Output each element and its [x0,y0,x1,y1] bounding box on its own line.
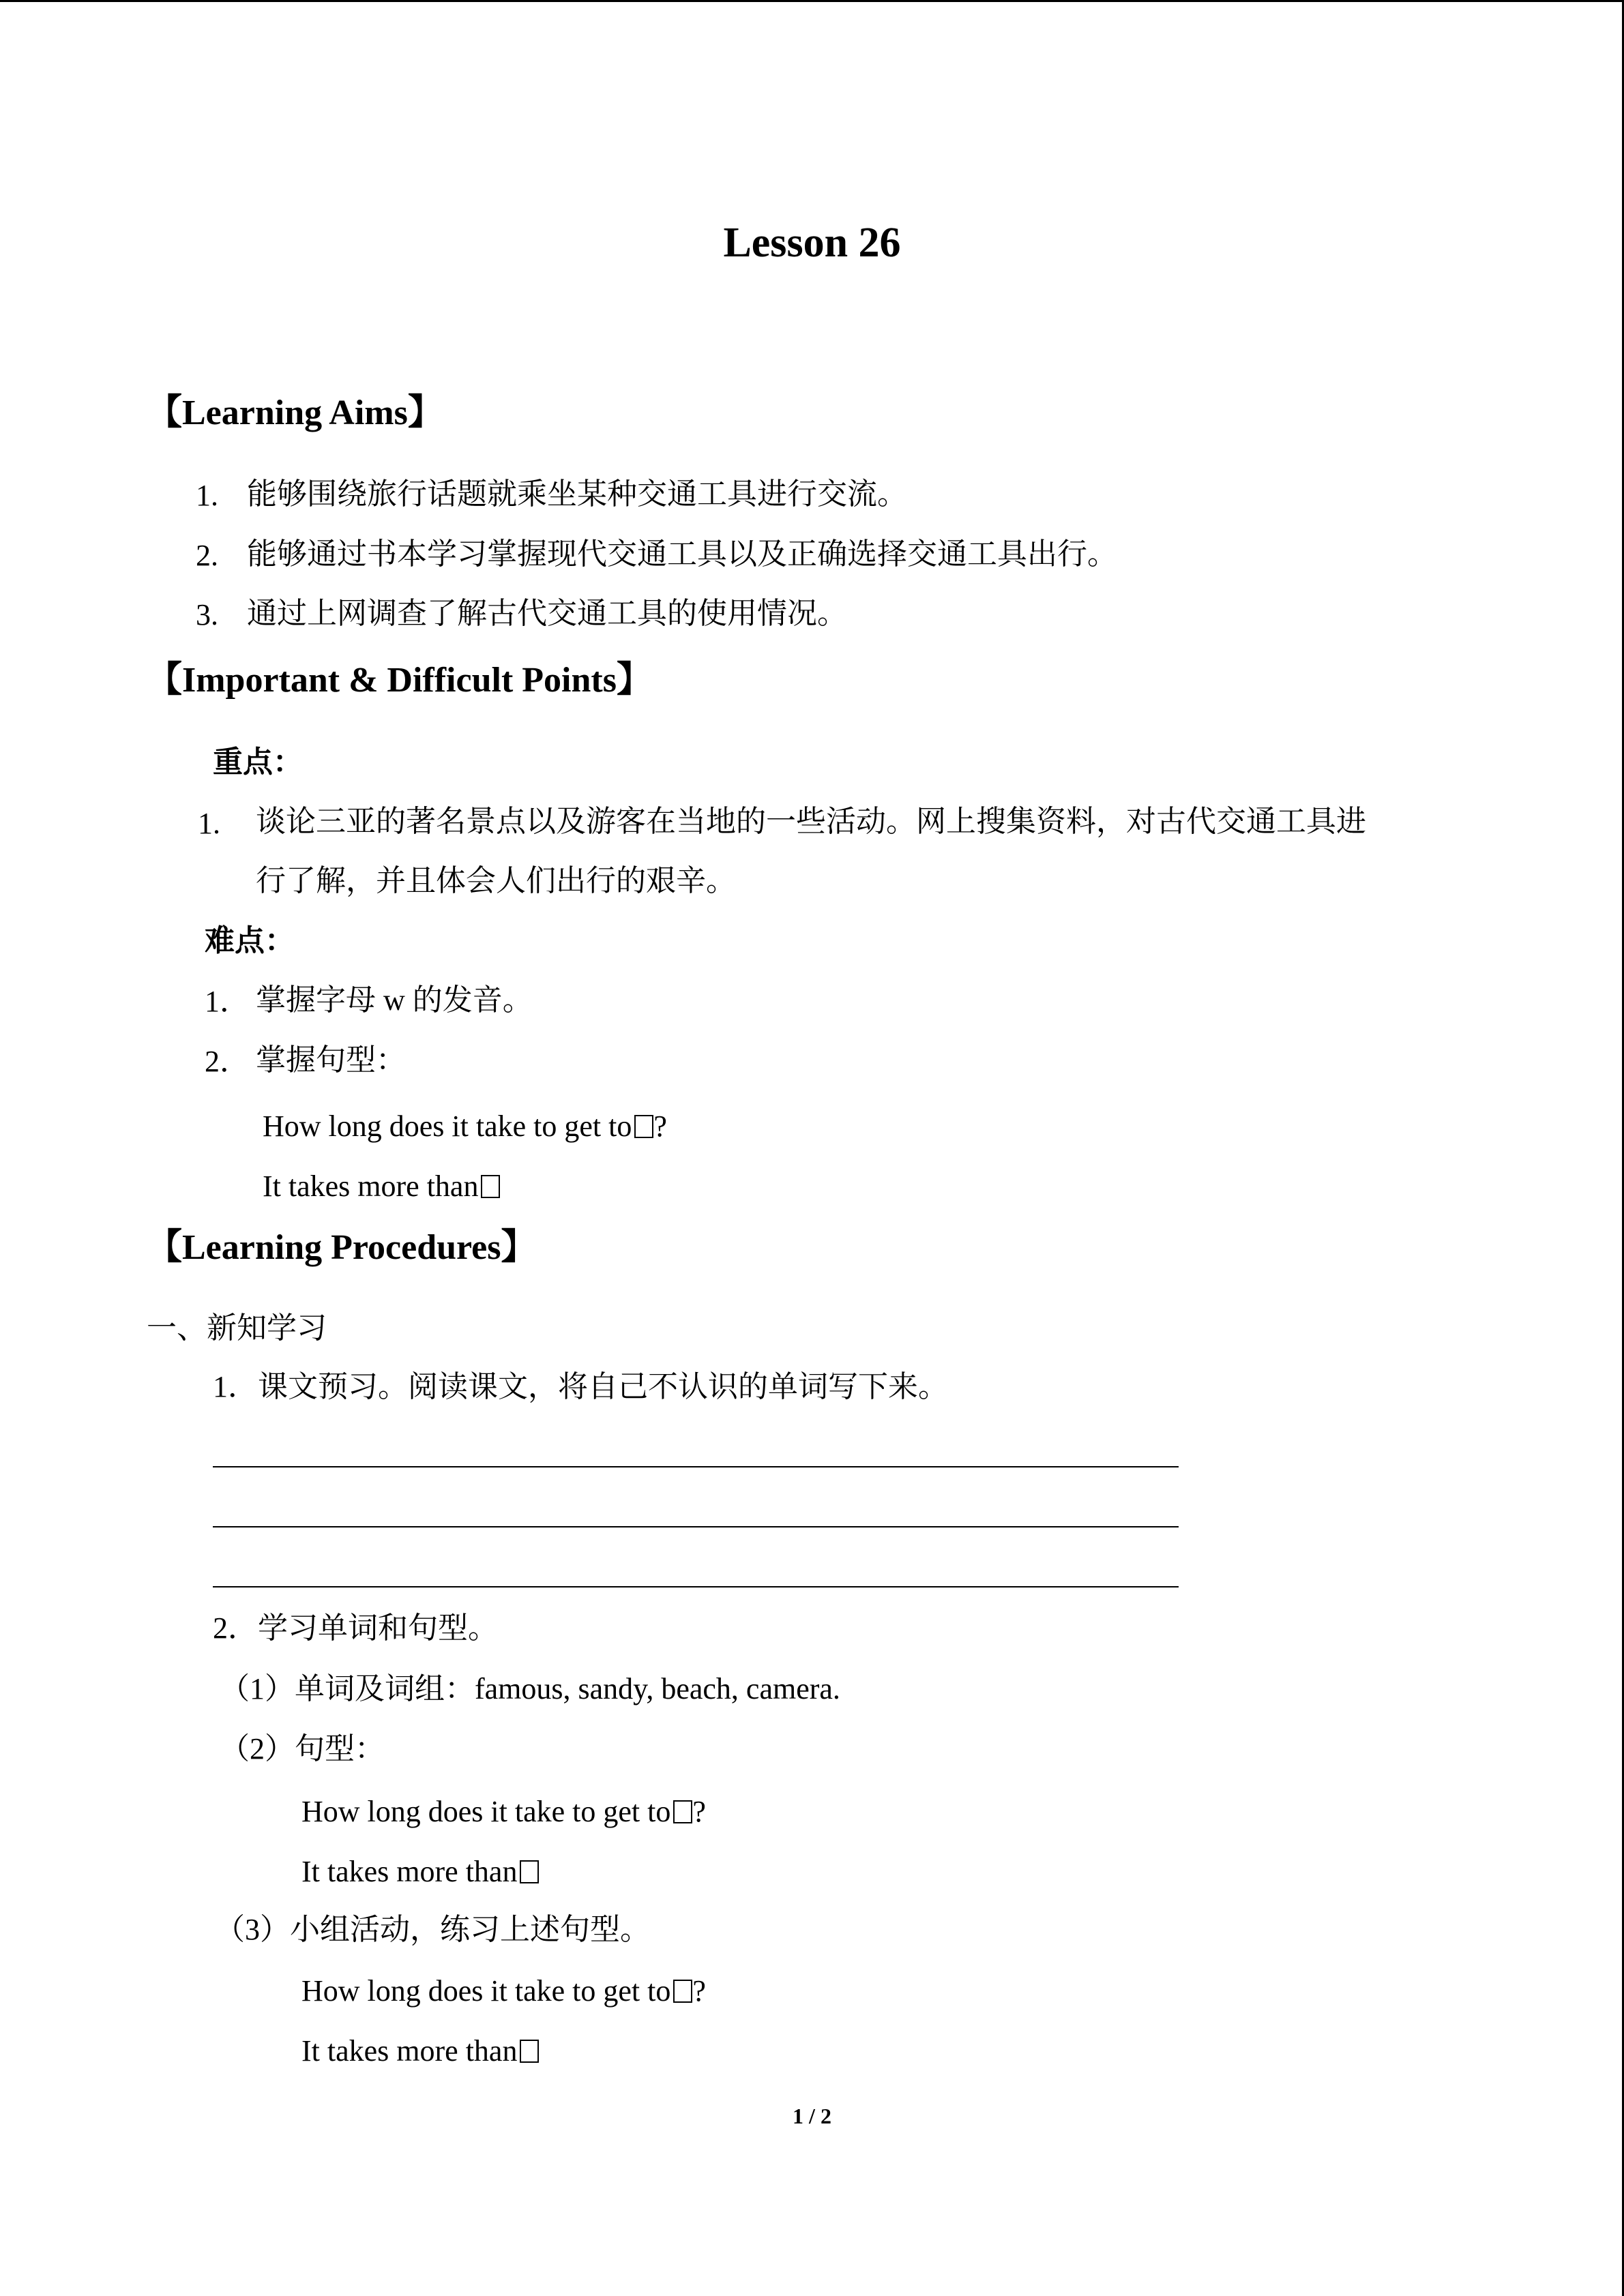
sub-step-1: （1）单词及词组：famous, sandy, beach, camera. [220,1672,840,1705]
question-mark: ? [692,1795,706,1828]
sentence-text: It takes more than [301,2034,518,2068]
sentence-text: It takes more than [301,1855,518,1888]
sentence-text: It takes more than [263,1169,479,1203]
step-1: 1．课文预习。阅读课文，将自己不认识的单词写下来。 [213,1370,948,1403]
sentence-pattern [301,1857,539,1887]
learning-aims-heading: 【Learning Aims】 [147,393,443,432]
aim-item: 能够围绕旅行话题就乘坐某种交通工具进行交流。 [247,477,907,511]
difficult-point-item: 掌握字母 w 的发音。 [256,983,533,1017]
sentence-pattern [301,1976,706,2006]
points-heading: 【Important & Difficult Points】 [147,661,652,700]
aim-item: 能够通过书本学习掌握现代交通工具以及正确选择交通工具出行。 [247,537,1117,571]
key-point-line: 谈论三亚的著名景点以及游客在当地的一些活动。网上搜集资料，对古代交通工具进 [256,805,1366,838]
sentence-text: How long does it take to get to [301,1795,671,1828]
blank-box [634,1115,653,1138]
part-title: 一、新知学习 [147,1311,327,1345]
aim-number: 3. [196,598,218,631]
difficult-point-number: 1． [205,985,250,1018]
procedures-heading: 【Learning Procedures】 [147,1228,537,1267]
aim-number: 2. [196,539,218,572]
key-point-number: 1. [198,807,220,840]
step-2: 2．学习单词和句型。 [213,1611,498,1645]
sentence-pattern [263,1169,500,1203]
aim-number: 1. [196,479,218,512]
blank-box [520,1860,539,1883]
key-points-label: 重点： [213,745,303,779]
blank-box [673,1800,692,1823]
writing-line [213,1586,1179,1587]
writing-line [213,1526,1179,1527]
aim-item: 通过上网调查了解古代交通工具的使用情况。 [247,597,847,630]
page-title: Lesson 26 [723,220,901,266]
difficult-point-item: 掌握句型： [256,1043,406,1077]
blank-box [481,1175,500,1198]
page-number: 1 / 2 [793,2104,831,2128]
sentence-pattern [301,1797,706,1827]
difficult-point-number: 2． [205,1045,250,1078]
sentence-pattern [301,2036,539,2066]
question-mark: ? [653,1109,667,1143]
sentence-text: How long does it take to get to [263,1109,632,1143]
sentence-pattern [263,1109,667,1143]
sub-step-3: （3）小组活动，练习上述句型。 [215,1913,650,1946]
difficult-points-label: 难点： [205,924,295,957]
blank-box [520,2040,539,2063]
key-point-line-continued: 行了解，并且体会人们出行的艰辛。 [256,864,736,897]
question-mark: ? [692,1974,706,2008]
sub-step-2: （2）句型： [220,1732,385,1765]
blank-box [673,1980,692,2003]
page-border-top [0,0,1624,2]
writing-line [213,1466,1179,1467]
sentence-text: How long does it take to get to [301,1974,671,2008]
